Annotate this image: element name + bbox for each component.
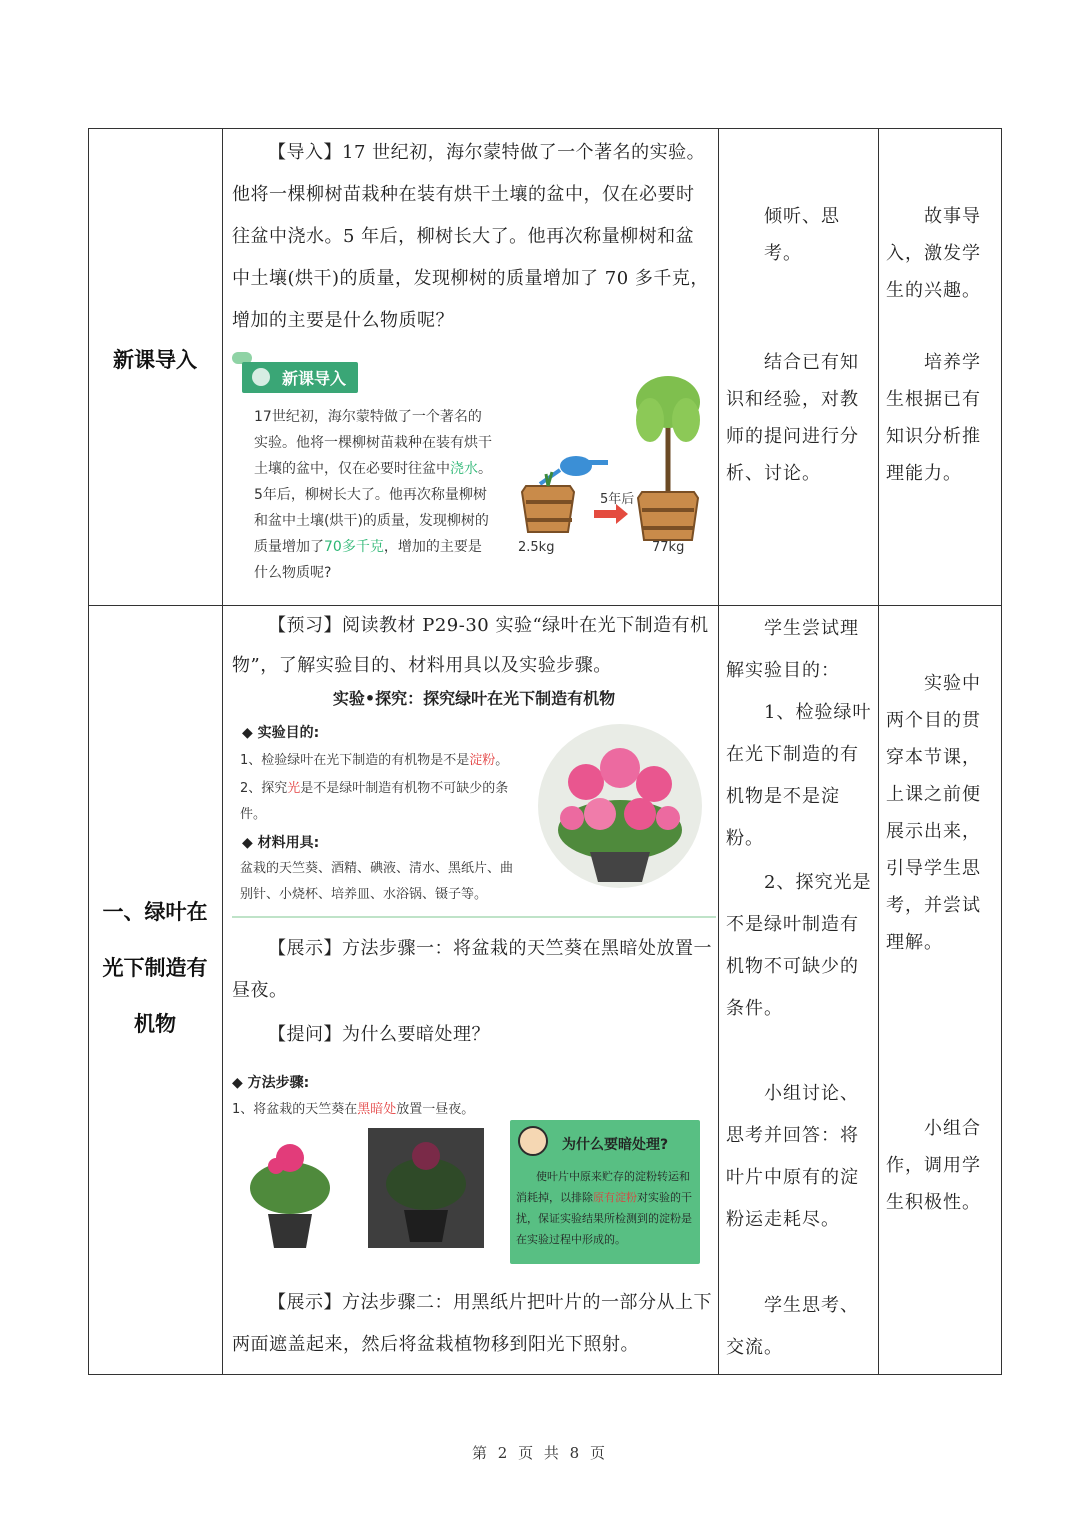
step-1-text (232, 1098, 474, 1117)
purpose-text: 。 (495, 753, 509, 768)
slide-badge (242, 362, 358, 393)
step-text: 1、将盆栽的天竺葵在 (232, 1102, 358, 1117)
purpose-text: 是不是绿叶制造有机物不可缺少的条件。 (240, 781, 509, 822)
design-intent-story: 故事导入，激发学生的兴趣。 (886, 206, 981, 301)
step-text: 放置一昼夜。 (396, 1102, 475, 1117)
weight-before: 2.5kg (518, 540, 555, 555)
diamond-bullet-icon: ◆ (242, 835, 258, 851)
explanation-part: 对实验的干扰，保证实验结果所检测到的淀粉是在实验过程中形成的。 (516, 1191, 692, 1246)
explanation-text (516, 1166, 696, 1250)
intro-slide (232, 352, 716, 602)
preview-text: 【预习】阅读教材 P29-30 实验“绿叶在光下制造有机物”，了解实验目的、材料用具以及实验步骤。 (232, 615, 709, 676)
geranium-photo (536, 722, 704, 890)
slide-text-part: 。5年后，柳树长大了。他再次称量柳树和盆中土壤(烘干)的质量，发现柳树的质量增加了 (254, 461, 492, 555)
table-border-top (88, 128, 1002, 129)
purpose-heading-label: 实验目的: (257, 725, 320, 741)
table-border-bottom (88, 1374, 1002, 1375)
large-pot-icon (638, 492, 698, 540)
table-col-divider (718, 128, 719, 1375)
design-intent-purpose: 实验中两个目的贯穿本节课，上课之前便展示出来，引导学生思考，并尝试理解。 (886, 673, 981, 953)
slide-title: 实验•探究：探究绿叶在光下制造有机物 (332, 689, 616, 708)
student-activity-listen: 倾听、思考。 (764, 206, 840, 264)
purpose-heading (242, 722, 319, 742)
student-avatar-icon (518, 1126, 548, 1156)
materials-text: 盆栽的天竺葵、酒精、碘液、清水、黑纸片、曲别针、小烧杯、培养皿、水浴锅、镊子等。 (240, 861, 514, 902)
explanation-part: 使叶片中原来贮存的淀粉转运和消耗掉，以排除 (516, 1170, 690, 1204)
explanation-highlight: 原有淀粉 (593, 1191, 637, 1204)
table-border-right (1001, 128, 1002, 1375)
section-title-intro: 新课导入 (113, 348, 197, 372)
show-step-1: 【展示】方法步骤一：将盆栽的天竺葵在黑暗处放置一昼夜。 (232, 938, 712, 1001)
purpose-highlight: 淀粉 (469, 753, 496, 768)
design-intent-reasoning: 培养学生根据已有知识分析推理能力。 (886, 352, 981, 484)
purpose-item-2 (240, 776, 520, 828)
steps-heading (232, 1072, 309, 1092)
student-activity-group: 小组讨论、思考并回答：将叶片中原有的淀粉运走耗尽。 (726, 1083, 859, 1230)
experiment-purpose-slide (232, 682, 716, 918)
arrow-label: 5年后 (600, 492, 635, 507)
student-activity-exchange: 学生思考、交流。 (726, 1295, 859, 1358)
willow-experiment-illustration (496, 362, 716, 592)
slide-text-part: 17世纪初，海尔蒙特做了一个著名的实验。他将一棵柳树苗栽种在装有烘干土壤的盆中，仅在必要时往盆中 (254, 409, 492, 477)
table-border-left (88, 128, 89, 1375)
step-highlight: 黑暗处 (357, 1102, 397, 1117)
slide-text-part: ，增加的主要是什么物质呢? (254, 539, 482, 581)
explanation-title: 为什么要暗处理? (562, 1137, 669, 1153)
explanation-box (510, 1120, 700, 1264)
purpose-highlight: 光 (287, 781, 301, 796)
intro-text: 【导入】17 世纪初，海尔蒙特做了一个著名的实验。他将一棵柳树苗栽种在装有烘干土壤的盆中，仅在必要时往盆中浇水。5 年后，柳树长大了。他再次称量柳树和盆中土壤(烘干)的质量，发现柳树的质量增加了 70 多千克，增加的主要是什么物质呢？ (232, 142, 709, 331)
purpose-text: 1、检验绿叶在光下制造的有机物是不是 (240, 753, 470, 768)
student-activity-purpose-2: 2、探究光是不是绿叶制造有机物不可缺少的条件。 (726, 872, 872, 1019)
show-step-2: 【展示】方法步骤二：用黑纸片把叶片的一部分从上下两面遮盖起来，然后将盆栽植物移到阳光下照射。 (232, 1292, 712, 1355)
section-title-line: 机物 (134, 1012, 176, 1036)
slide-intro-text (254, 404, 494, 586)
diamond-bullet-icon: ◆ (242, 725, 258, 741)
steps-heading-label: 方法步骤: (247, 1075, 310, 1091)
leaf-icon (252, 368, 270, 386)
section-title-line: 光下制造有 (102, 956, 208, 980)
diamond-bullet-icon: ◆ (232, 1075, 248, 1091)
plant-in-light-photo (240, 1136, 340, 1256)
purpose-text: 2、探究 (240, 781, 288, 796)
method-step-slide (232, 1068, 716, 1264)
design-intent-group: 小组合作，调用学生积极性。 (886, 1118, 981, 1213)
willow-tree-icon (636, 376, 700, 492)
question-text: 【提问】为什么要暗处理？ (268, 1024, 490, 1045)
student-activity-purpose-1: 1、检验绿叶在光下制造的有机物是不是淀粉。 (726, 702, 872, 849)
slide-badge-label: 新课导入 (282, 369, 347, 388)
section-title-line: 一、绿叶在 (102, 900, 208, 924)
dark-plant-icon (368, 1128, 484, 1248)
arrow-right-icon (594, 504, 628, 524)
plant-in-dark-photo (368, 1128, 484, 1248)
weight-after: 77kg (652, 540, 685, 555)
materials-heading-label: 材料用具: (257, 835, 320, 851)
student-activity-understand: 学生尝试理解实验目的： (726, 618, 859, 681)
slide-highlight: 浇水 (450, 461, 478, 477)
purpose-item-1 (240, 748, 530, 774)
student-activity-discuss: 结合已有知识和经验，对教师的提问进行分析、讨论。 (726, 352, 859, 484)
page-footer: 第 2 页 共 8 页 (472, 1444, 608, 1462)
section-title-photosynthesis (88, 884, 222, 1052)
table-col-divider (222, 128, 223, 1375)
materials-heading (242, 832, 319, 852)
slide-highlight: 70多千克 (324, 539, 384, 555)
table-col-divider (878, 128, 879, 1375)
lesson-table (88, 128, 1002, 1375)
small-pot-icon (522, 472, 574, 532)
